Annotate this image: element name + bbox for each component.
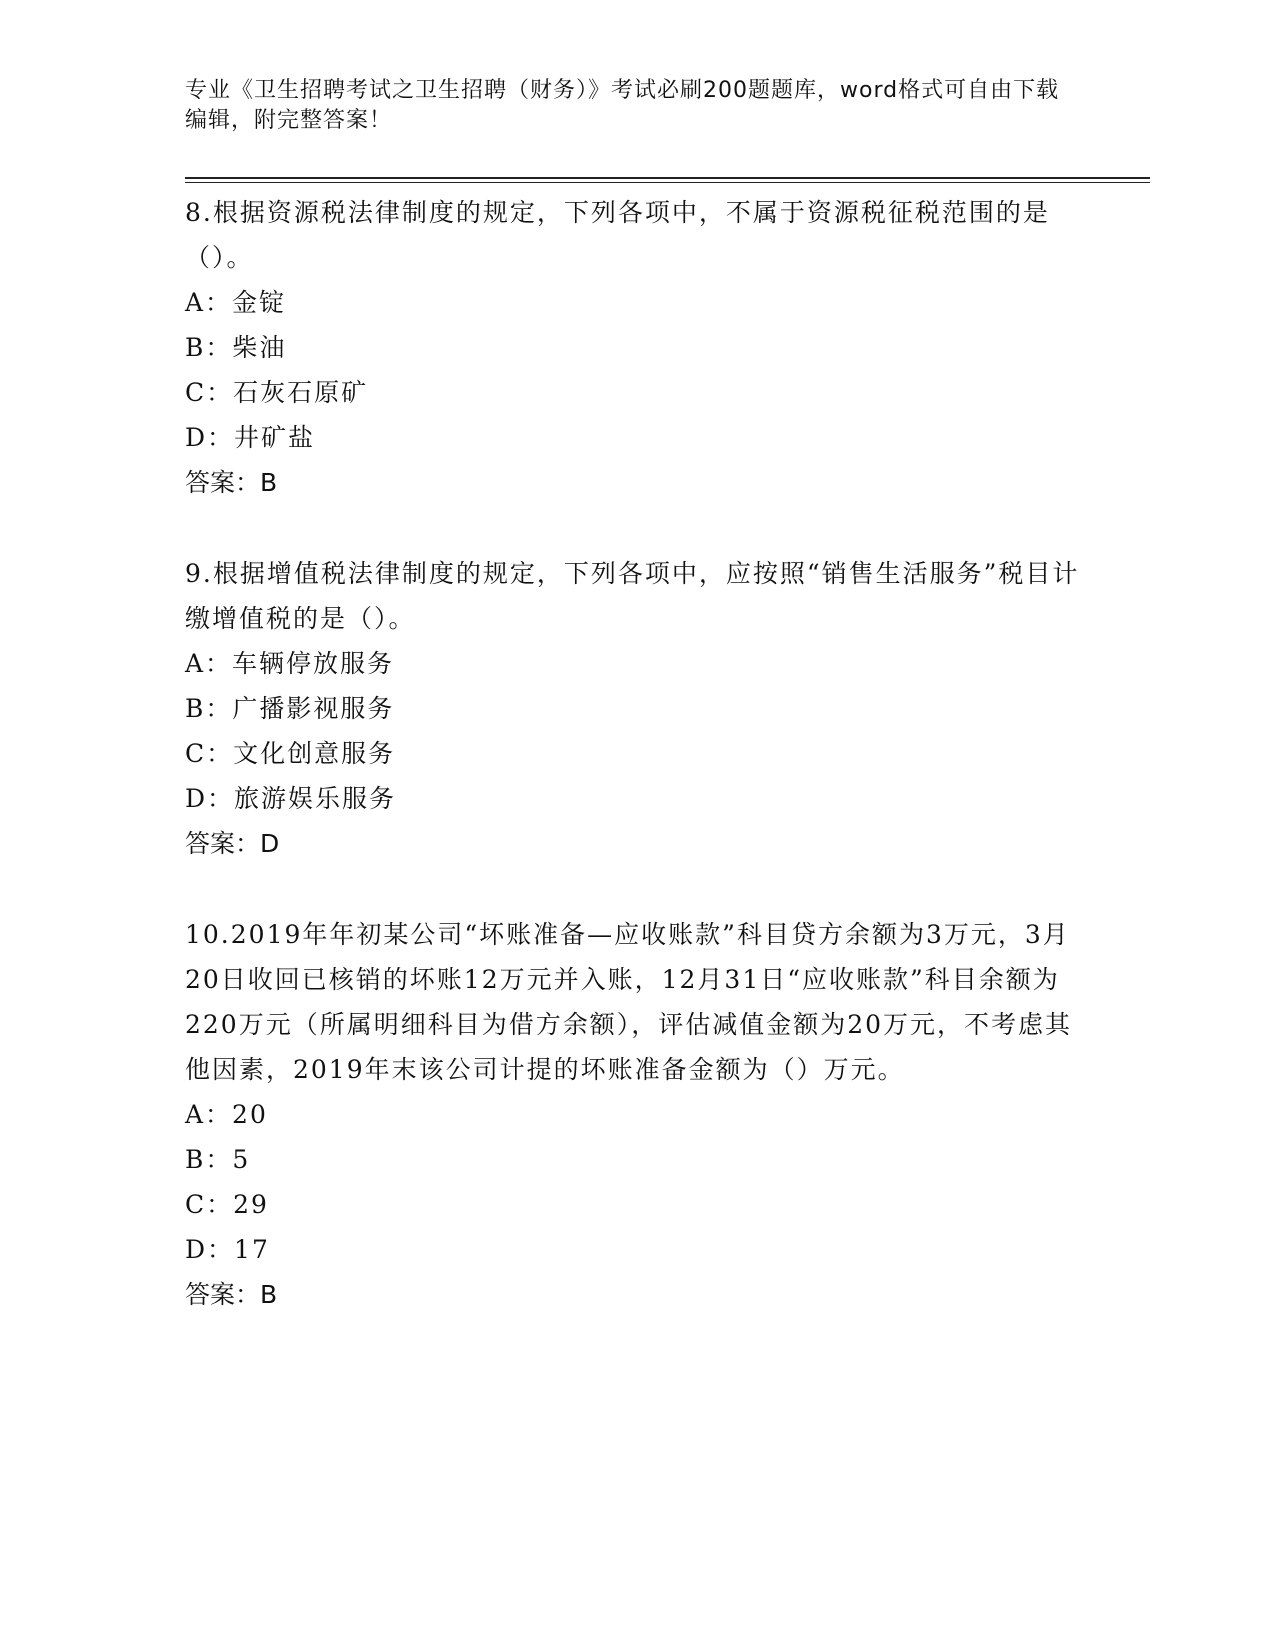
header-divider (185, 177, 1150, 179)
answer: 答案：B (185, 468, 278, 497)
option-c: C：石灰石原矿 (185, 378, 369, 407)
option-c: C：文化创意服务 (185, 739, 396, 768)
option-c: C：29 (185, 1190, 269, 1219)
option-b: B：5 (185, 1145, 251, 1174)
option-d: D：井矿盐 (185, 423, 316, 452)
option-a: A：20 (185, 1100, 268, 1129)
answer: 答案：B (185, 1280, 278, 1309)
option-b: B：广播影视服务 (185, 694, 395, 723)
option-a: A：金锭 (185, 288, 287, 317)
option-b: B：柴油 (185, 333, 287, 362)
question-stem: 8.根据资源税法律制度的规定，下列各项中，不属于资源税征税范围的是（）。 (185, 198, 1050, 272)
document-header: 专业《卫生招聘考试之卫生招聘（财务）》考试必刷200题题库，word格式可自由下载编辑，附完整答案！ (185, 78, 1060, 133)
question-stem: 10.2019年年初某公司“坏账准备—应收账款”科目贷方余额为3万元，3月20日收回已核销的坏账12万元并入账，12月31日“应收账款”科目余额为220万元（所属明细科目为借方余额），评估减值金额为20万元，不考虑其他因素，2019年末该公司计提的坏账准备金额为（）万元。 (185, 920, 1073, 1084)
option-a: A：车辆停放服务 (185, 649, 395, 678)
question-10 (185, 912, 1085, 1317)
header-divider-thin (185, 182, 1150, 183)
question-stem: 9.根据增值税法律制度的规定，下列各项中，应按照“销售生活服务”税目计缴增值税的是（）。 (185, 559, 1080, 633)
option-d: D：17 (185, 1235, 270, 1264)
question-8 (185, 190, 1085, 505)
question-9 (185, 551, 1085, 866)
option-d: D：旅游娱乐服务 (185, 784, 397, 813)
answer: 答案：D (185, 829, 280, 858)
